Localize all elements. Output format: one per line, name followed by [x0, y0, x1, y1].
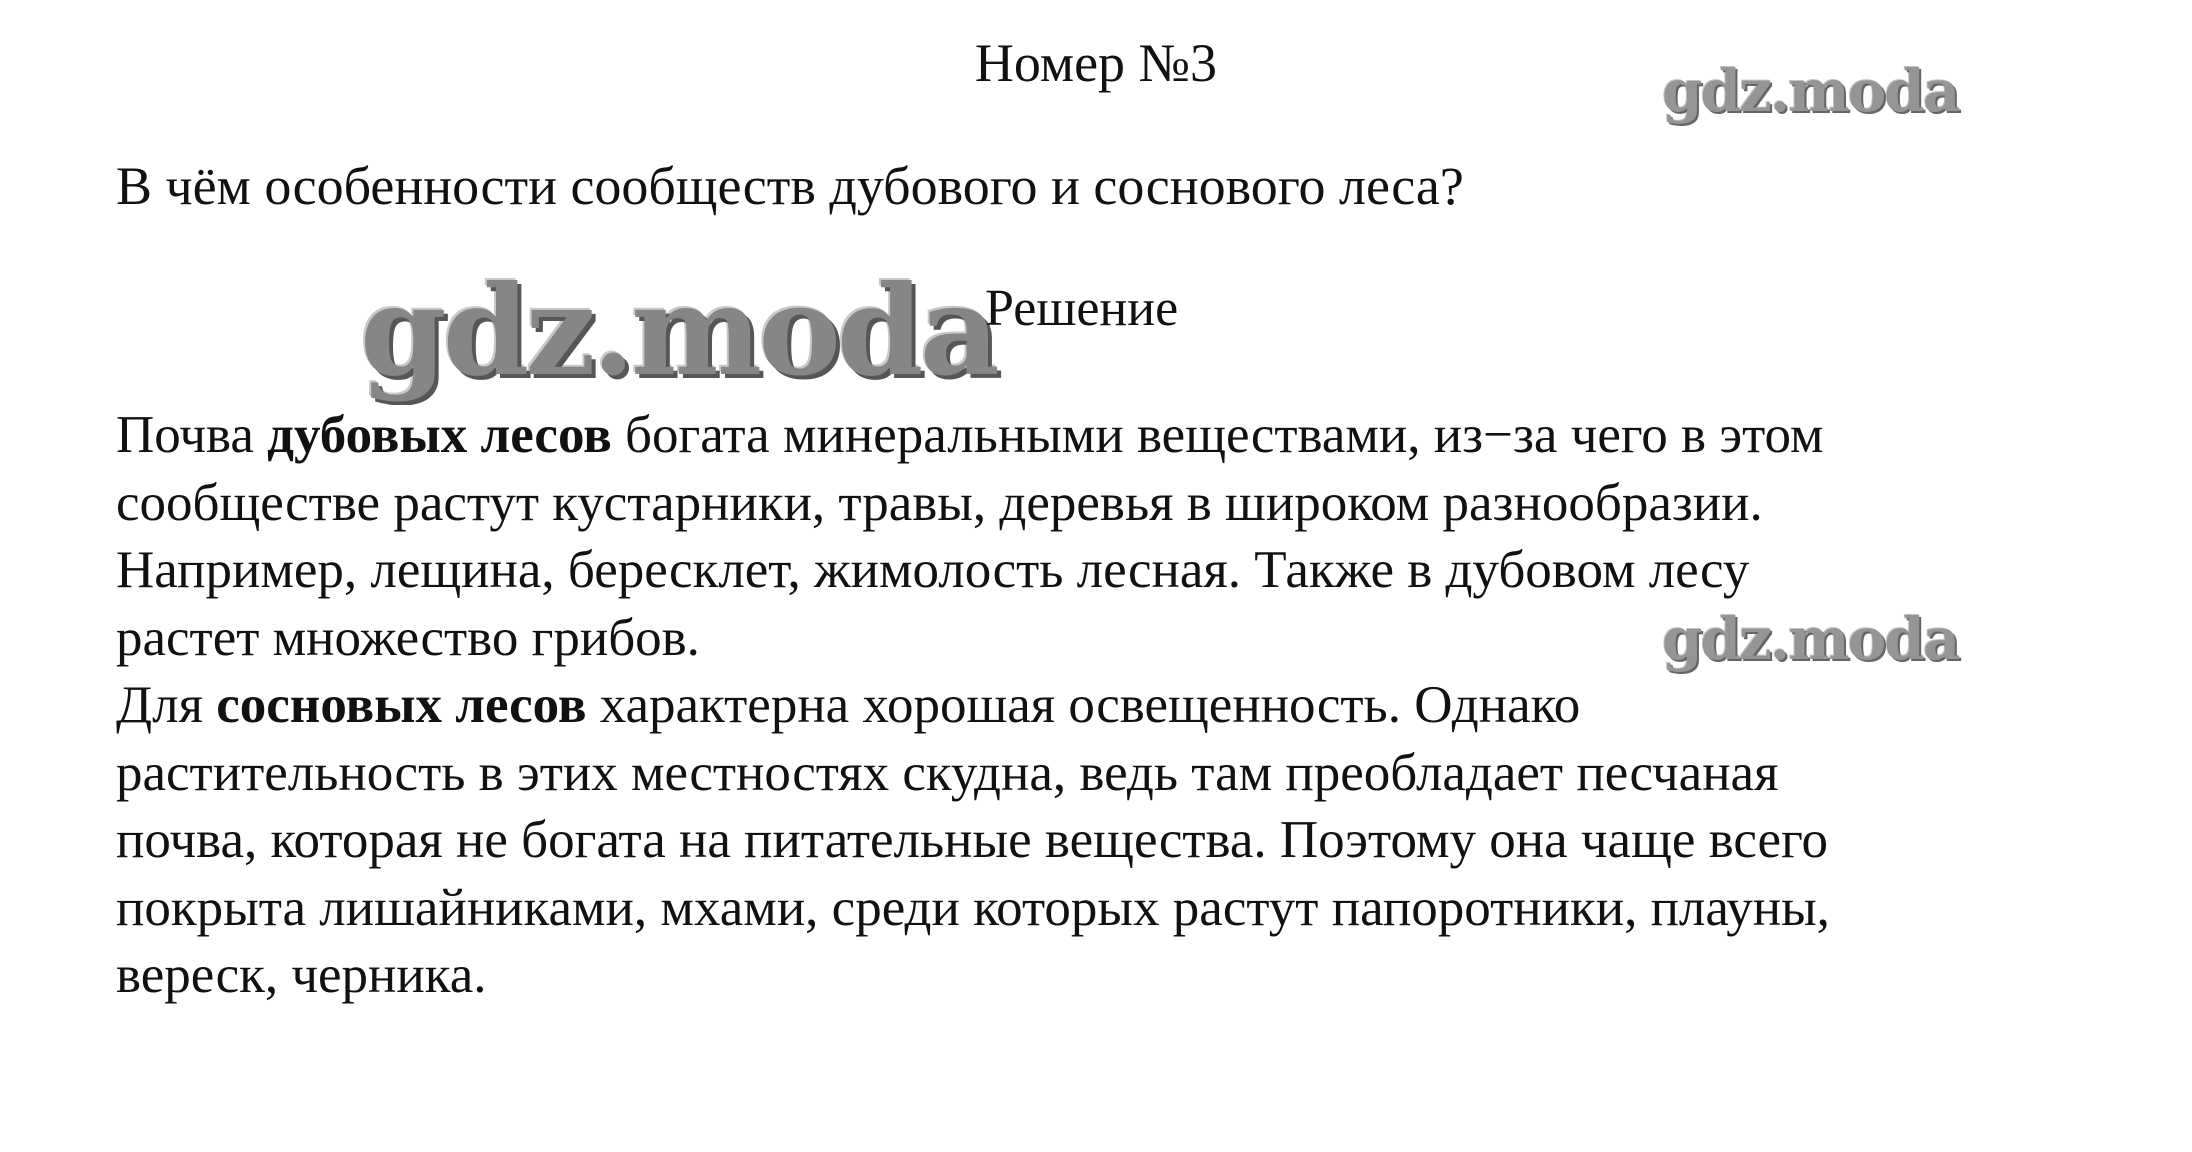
solution-heading: Решение [985, 280, 1179, 337]
watermark-logo-large: gdz.moda [360, 259, 996, 404]
answer-text [116, 402, 2146, 1010]
answer-line: покрыта лишайниками, мхами, среди которых растут папоротники, плауны, [116, 878, 1830, 937]
bold-term-oak-forests: дубовых лесов [267, 406, 612, 464]
answer-line: растет множество грибов. [116, 608, 700, 667]
page-title: Номер №3 [974, 33, 1218, 93]
answer-line: Например, лещина, бересклет, жимолость лесная. Также в дубовом лесу [116, 541, 1750, 599]
text-fragment: характерна хорошая освещенность. Однако [586, 676, 1581, 734]
text-fragment: Для [116, 676, 217, 734]
answer-line [116, 402, 2146, 470]
text-fragment: богата минеральными веществами, из−за чего в этом [611, 406, 1824, 464]
answer-line: растительность в этих местностях скудна, ведь там преобладает песчаная [116, 743, 1779, 802]
watermark-logo-middle: gdz.moda [1662, 605, 1959, 673]
bold-term-pine-forests: сосновых лесов [216, 676, 587, 734]
answer-line [116, 672, 2146, 740]
answer-line: почва, которая не богата на питательные вещества. Поэтому она чаще всего [116, 811, 1828, 869]
answer-line: сообществе растут кустарники, травы, деревья в широком разнообразии. [116, 473, 1763, 532]
answer-line: вереск, черника. [116, 946, 487, 1004]
watermark-logo-top: gdz.moda [1662, 57, 1959, 125]
text-fragment: Почва [116, 406, 268, 464]
question-text: В чём особенности сообществ дубового и соснового леса? [116, 156, 1464, 216]
